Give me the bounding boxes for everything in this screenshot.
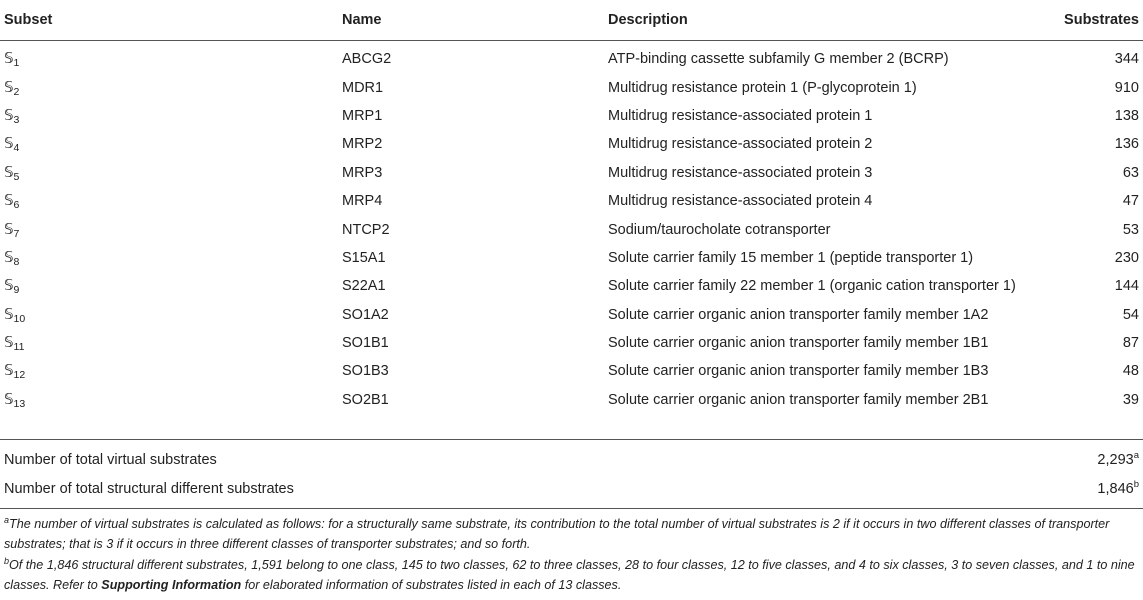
subset-symbol: 𝕊	[4, 389, 14, 408]
name-cell: S22A1	[342, 278, 386, 295]
subset-symbol: 𝕊	[4, 77, 14, 96]
subset-index: 13	[13, 397, 26, 410]
name-cell: MDR1	[342, 79, 384, 96]
table-row	[0, 301, 1143, 329]
subset-index: 2	[13, 85, 20, 98]
description-cell: Multidrug resistance-associated protein 1	[608, 107, 873, 124]
footnote-mark-a: a	[1133, 450, 1139, 461]
name-cell: ABCG2	[342, 51, 392, 68]
total-virtual-value: 2,293$^a$	[1097, 450, 1139, 468]
table-row	[0, 244, 1143, 272]
subset-index: 10	[13, 312, 26, 325]
subset-symbol: 𝕊	[4, 361, 14, 380]
substrates-cell: 47	[1122, 193, 1139, 210]
subset-cell	[0, 130, 342, 158]
subset-index: 12	[13, 369, 26, 382]
subset-cell	[0, 357, 342, 385]
name-cell: NTCP2	[342, 221, 390, 238]
name-cell: SO1B3	[342, 363, 389, 380]
name-cell: MRP1	[342, 107, 383, 124]
footnote-divider	[0, 508, 1143, 509]
subset-index: 8	[13, 255, 20, 268]
subset-cell	[0, 329, 342, 357]
supporting-information-link[interactable]: Supporting Information	[101, 577, 242, 592]
substrates-cell: 138	[1114, 107, 1139, 124]
total-structural-row	[0, 475, 1143, 504]
header-row	[0, 0, 1143, 41]
subset-index: 6	[13, 199, 20, 212]
subset-cell	[0, 73, 342, 101]
subset-index: 7	[13, 227, 20, 240]
subset-symbol: 𝕊	[4, 276, 14, 295]
subset-index: 3	[13, 113, 20, 126]
substrates-cell: 39	[1122, 391, 1139, 408]
subset-symbol: 𝕊	[4, 191, 14, 210]
substrates-cell: 230	[1114, 249, 1139, 266]
footnote-mark-b: b	[1133, 479, 1139, 490]
table-row	[0, 215, 1143, 243]
description-cell: Solute carrier organic anion transporter family member 1A2	[608, 306, 989, 323]
header-substrates: Substrates	[1048, 0, 1143, 41]
substrates-cell: 910	[1114, 79, 1139, 96]
description-cell: Solute carrier organic anion transporter family member 1B1	[608, 335, 989, 352]
table-row	[0, 187, 1143, 215]
table-row	[0, 159, 1143, 187]
subset-index: 5	[13, 170, 20, 183]
subset-cell	[0, 102, 342, 130]
name-cell: S15A1	[342, 249, 386, 266]
name-cell: MRP3	[342, 164, 383, 181]
header-description: Description	[608, 0, 1048, 41]
subset-index: 11	[13, 341, 25, 354]
table-row	[0, 386, 1143, 414]
substrates-cell: 53	[1122, 221, 1139, 238]
subset-symbol: 𝕊	[4, 247, 14, 266]
subset-symbol: 𝕊	[4, 219, 14, 238]
substrates-cell: 48	[1122, 363, 1139, 380]
substrates-cell: 54	[1122, 306, 1139, 323]
total-structural-label: Number of total structural different substrates	[4, 481, 294, 497]
table-divider	[0, 439, 1143, 440]
subset-symbol: 𝕊	[4, 333, 14, 352]
table-row	[0, 130, 1143, 158]
subset-symbol: 𝕊	[4, 105, 14, 124]
subset-cell	[0, 386, 342, 414]
subset-symbol: 𝕊	[4, 304, 14, 323]
description-cell: Multidrug resistance-associated protein 4	[608, 193, 873, 210]
table-row	[0, 102, 1143, 130]
description-cell: Solute carrier family 22 member 1 (organic cation transporter 1)	[608, 278, 1016, 295]
description-cell: Solute carrier organic anion transporter family member 1B3	[608, 363, 989, 380]
subset-symbol: 𝕊	[4, 49, 14, 68]
description-cell: Sodium/taurocholate cotransporter	[608, 221, 831, 238]
table-row	[0, 73, 1143, 101]
substrates-cell: 144	[1114, 278, 1139, 295]
totals-section	[0, 446, 1143, 504]
substrates-cell: 136	[1114, 136, 1139, 153]
subset-cell	[0, 215, 342, 243]
description-cell: Solute carrier organic anion transporter family member 2B1	[608, 391, 989, 408]
table-row	[0, 357, 1143, 385]
name-cell: SO1B1	[342, 335, 389, 352]
substrates-cell: 344	[1114, 51, 1139, 68]
name-cell: SO2B1	[342, 391, 389, 408]
description-cell: ATP-binding cassette subfamily G member 2 (BCRP)	[608, 51, 949, 68]
footnote-b: $^b$Of the 1,846 structural different substrates, 1,591 belong to one class, 145 to two classes, 62 to three classes, 28 to four classes, 12 to five classes, and 4 to six classes, 3 to seven classes, and 1 to nine classes. Refer to Supporting Information for elaborated information of substrates listed in each of 13 classes.	[4, 556, 1135, 592]
subset-cell	[0, 301, 342, 329]
header-name: Name	[342, 0, 608, 41]
description-cell: Solute carrier family 15 member 1 (peptide transporter 1)	[608, 249, 974, 266]
subset-symbol: 𝕊	[4, 134, 14, 153]
footnotes	[4, 515, 1140, 597]
description-cell: Multidrug resistance-associated protein 3	[608, 164, 873, 181]
subset-cell	[0, 41, 342, 74]
subset-index: 4	[13, 142, 20, 155]
subset-cell	[0, 244, 342, 272]
substrates-cell: 63	[1122, 164, 1139, 181]
footnote-a: $^a$The number of virtual substrates is calculated as follows: for a structurally same substrate, its contribution to the total number of virtual substrates is 2 if it occurs in two different classes of transporter substrates; that is 3 if it occurs in three different classes of transporter substrates; and so forth.	[4, 515, 1110, 551]
description-cell: Multidrug resistance-associated protein 2	[608, 136, 873, 153]
subset-index: 9	[13, 284, 20, 297]
description-cell: Multidrug resistance protein 1 (P-glycoprotein 1)	[608, 79, 917, 96]
total-virtual-row	[0, 446, 1143, 475]
name-cell: SO1A2	[342, 306, 389, 323]
name-cell: MRP4	[342, 193, 383, 210]
total-structural-value: 1,846$^b$	[1097, 479, 1139, 497]
subset-symbol: 𝕊	[4, 162, 14, 181]
subset-cell	[0, 187, 342, 215]
header-subset: Subset	[0, 0, 342, 41]
subset-index: 1	[13, 57, 20, 70]
name-cell: MRP2	[342, 136, 383, 153]
total-virtual-label: Number of total virtual substrates	[4, 452, 217, 468]
substrates-cell: 87	[1122, 335, 1139, 352]
subset-cell	[0, 159, 342, 187]
table-row	[0, 272, 1143, 300]
table-row	[0, 41, 1143, 74]
table-row	[0, 329, 1143, 357]
subset-cell	[0, 272, 342, 300]
